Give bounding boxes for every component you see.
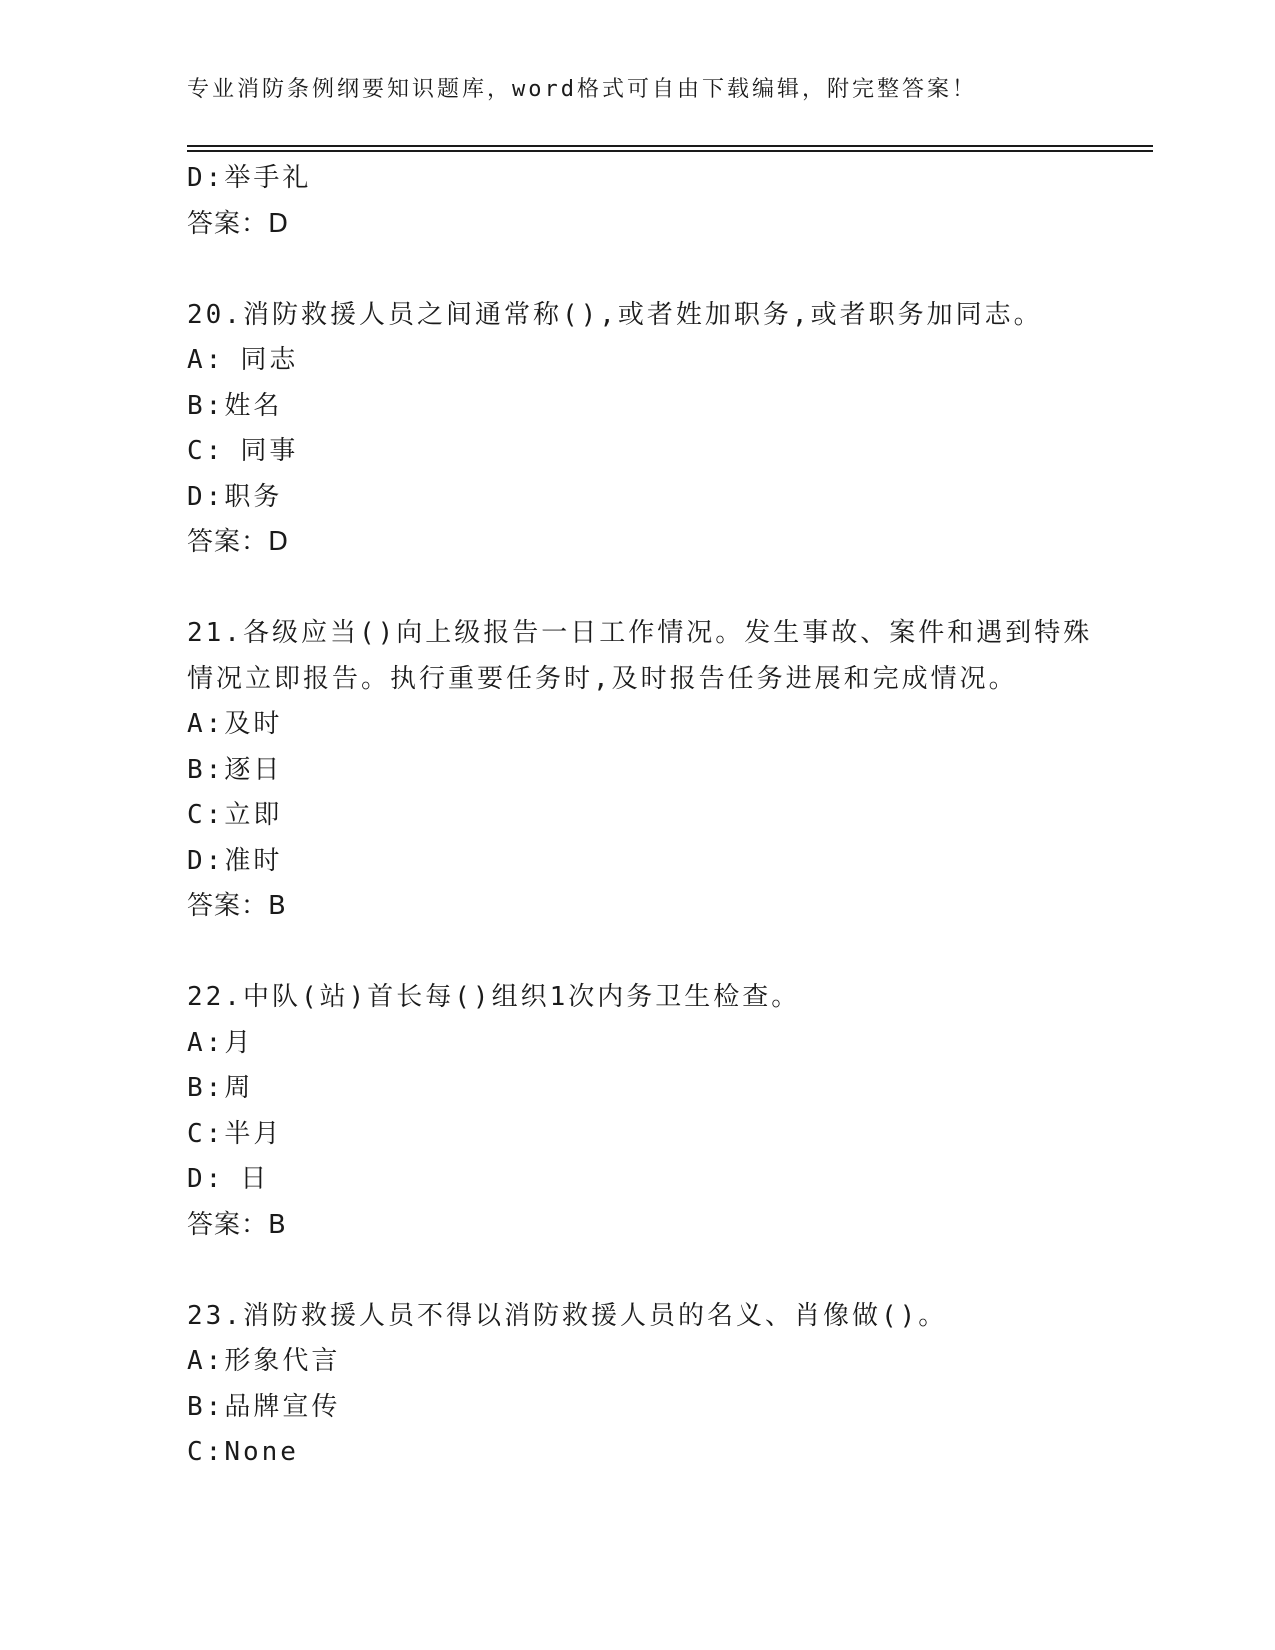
page-header: 专业消防条例纲要知识题库，word格式可自由下载编辑，附完整答案！	[187, 77, 977, 102]
option-line	[187, 1112, 1153, 1158]
question-line: 21.各级应当()向上级报告一日工作情况。发生事故、案件和遇到特殊	[187, 618, 1093, 648]
option-letter: C:	[187, 1437, 225, 1467]
option-text: 同志	[240, 345, 299, 375]
header-rule-top	[187, 145, 1153, 147]
option-line	[187, 702, 1153, 748]
option-text: 举手礼	[224, 163, 312, 193]
option-letter: A:	[187, 709, 225, 739]
option-letter: B:	[187, 1073, 225, 1103]
option-text: None	[224, 1437, 299, 1467]
option-line	[187, 748, 1153, 794]
option-line	[187, 793, 1153, 839]
question-list	[187, 156, 1153, 1476]
option-text: 周	[224, 1073, 254, 1103]
answer-line: 答案：D	[187, 527, 290, 557]
option-line	[187, 429, 1153, 475]
option-line	[187, 156, 1153, 202]
answer-line: 答案：D	[187, 208, 290, 239]
option-text: 日	[240, 1164, 270, 1194]
option-line	[187, 1021, 1153, 1067]
option-text: 形象代言	[224, 1346, 341, 1376]
option-line	[187, 338, 1153, 384]
option-text: 半月	[224, 1118, 283, 1149]
answer-line: 答案：B	[187, 891, 287, 921]
option-line	[187, 384, 1153, 430]
question-line: 情况立即报告。执行重要任务时,及时报告任务进展和完成情况。	[187, 663, 1018, 694]
option-text: 立即	[224, 800, 283, 830]
option-letter: D:	[187, 163, 225, 193]
question-line: 23.消防救援人员不得以消防救援人员的名义、肖像做()。	[187, 1300, 948, 1331]
option-letter: C:	[187, 800, 225, 830]
option-text: 月	[224, 1027, 254, 1058]
answer-line: 答案：B	[187, 1209, 287, 1240]
option-text: 职务	[224, 481, 283, 512]
option-text: 品牌宣传	[224, 1391, 341, 1422]
option-text: 同事	[240, 436, 299, 466]
option-line	[187, 1385, 1153, 1431]
spacer	[187, 247, 1153, 293]
option-letter: C:	[187, 1118, 225, 1149]
option-letter: D:	[187, 481, 225, 512]
option-line	[187, 1339, 1153, 1385]
option-letter: A:	[187, 1027, 225, 1058]
option-letter: D:	[187, 845, 225, 876]
option-line	[187, 839, 1153, 885]
header-rule-bottom	[187, 150, 1153, 152]
option-line	[187, 475, 1153, 521]
option-letter: A:	[187, 1346, 225, 1376]
option-letter: B:	[187, 1391, 225, 1422]
option-text: 姓名	[224, 390, 283, 421]
option-text: 及时	[224, 709, 283, 739]
spacer	[187, 930, 1153, 976]
option-text: 逐日	[224, 754, 283, 785]
question-line: 22.中队(站)首长每()组织1次内务卫生检查。	[187, 982, 801, 1012]
spacer	[187, 1248, 1153, 1294]
option-letter: B:	[187, 390, 225, 421]
option-text: 准时	[224, 845, 283, 876]
option-letter: C:	[187, 436, 225, 466]
question-line: 20.消防救援人员之间通常称(),或者姓加职务,或者职务加同志。	[187, 299, 1043, 330]
option-letter: A:	[187, 345, 225, 375]
spacer	[187, 566, 1153, 612]
option-letter: B:	[187, 754, 225, 785]
option-letter: D:	[187, 1164, 225, 1194]
option-line	[187, 1430, 1153, 1476]
option-line	[187, 1066, 1153, 1112]
option-line	[187, 1157, 1153, 1203]
